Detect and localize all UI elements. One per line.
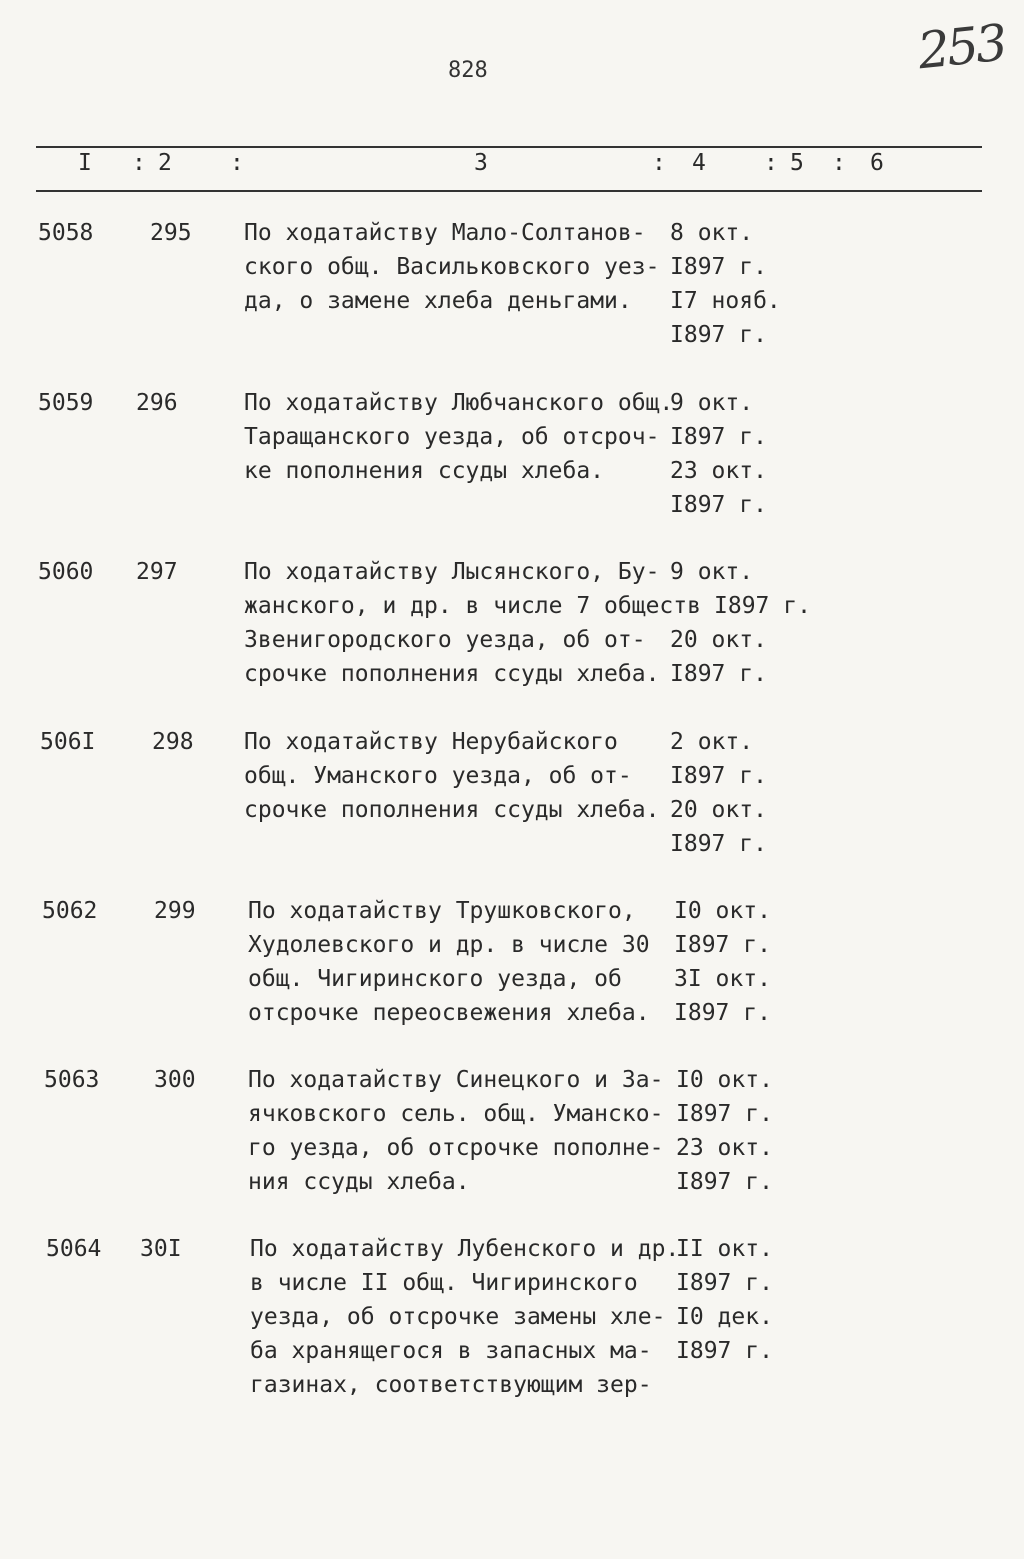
description-line: го уезда, об отсрочке пополне-	[248, 1135, 664, 1161]
date-line: 20 окт.	[670, 797, 767, 823]
date-line: I897 г.	[670, 661, 767, 687]
record-number: 5058	[38, 220, 94, 246]
date-line: I7 нояб.	[670, 288, 781, 314]
description-line: газинах, соответствующим зер-	[250, 1372, 652, 1398]
folio-number-handwritten: 253	[915, 13, 1008, 81]
date-line: I897 г.	[670, 492, 767, 518]
case-dates	[670, 555, 811, 691]
description-line: уезда, об отсрочке замены хле-	[250, 1304, 666, 1330]
date-line: 3I окт.	[674, 966, 771, 992]
case-number: 30I	[140, 1236, 182, 1262]
description-line: срочке пополнения ссуды хлеба.	[244, 661, 660, 687]
header-sep3: :	[652, 150, 666, 176]
date-line: 9 окт.	[670, 390, 754, 416]
date-line: I897 г.	[714, 593, 811, 619]
description-line: срочке пополнения ссуды хлеба.	[244, 797, 660, 823]
description-line: общ. Чигиринского уезда, об	[248, 966, 622, 992]
date-line: I897 г.	[670, 424, 767, 450]
header-col3: 3	[474, 150, 488, 176]
header-rule-bottom	[36, 190, 982, 192]
header-col2: 2	[158, 150, 172, 176]
description-line: да, о замене хлеба деньгами.	[244, 288, 632, 314]
date-line: 2 окт.	[670, 729, 754, 755]
date-line: I897 г.	[670, 763, 767, 789]
date-line: I897 г.	[674, 1000, 771, 1026]
date-line: 8 окт.	[670, 220, 754, 246]
record-number: 5063	[44, 1067, 100, 1093]
description-line: ячковского сель. общ. Уманско-	[248, 1101, 664, 1127]
record-number: 5064	[46, 1236, 102, 1262]
date-line: I897 г.	[670, 254, 767, 280]
description-line: По ходатайству Мало-Солтанов-	[244, 220, 646, 246]
case-description	[248, 1063, 663, 1199]
description-line: в числе II общ. Чигиринского	[250, 1270, 638, 1296]
case-dates	[670, 725, 767, 861]
header-col4: 4	[692, 150, 706, 176]
case-dates	[676, 1232, 773, 1368]
date-line: I897 г.	[670, 322, 767, 348]
case-dates	[670, 216, 781, 352]
description-line: ния ссуды хлеба.	[248, 1169, 470, 1195]
date-line: I897 г.	[676, 1338, 773, 1364]
date-line: I897 г.	[674, 932, 771, 958]
record-number: 506I	[40, 729, 96, 755]
case-description	[244, 725, 659, 827]
case-dates	[676, 1063, 773, 1199]
date-line: I897 г.	[670, 831, 767, 857]
case-description	[244, 386, 673, 488]
case-description	[244, 555, 701, 691]
description-line: По ходатайству Лысянского, Бу-	[244, 559, 660, 585]
case-description	[250, 1232, 679, 1402]
description-line: По ходатайству Синецкого и За-	[248, 1067, 664, 1093]
description-line: Худолевского и др. в числе 30	[248, 932, 650, 958]
case-description	[244, 216, 659, 318]
case-number: 298	[152, 729, 194, 755]
case-dates	[674, 894, 771, 1030]
date-line: I897 г.	[676, 1270, 773, 1296]
date-line: I0 окт.	[674, 898, 771, 924]
header-sep2: :	[230, 150, 244, 176]
date-line: I897 г.	[676, 1169, 773, 1195]
description-line: ке пополнения ссуды хлеба.	[244, 458, 605, 484]
date-line: 20 окт.	[670, 627, 767, 653]
page-number: 828	[448, 58, 488, 83]
description-line: Звенигородского уезда, об от-	[244, 627, 646, 653]
description-line: ба хранящегося в запасных ма-	[250, 1338, 652, 1364]
header-sep5: :	[832, 150, 846, 176]
table-header	[0, 150, 1024, 186]
header-col6: 6	[870, 150, 884, 176]
header-rule-top	[36, 146, 982, 148]
description-line: По ходатайству Нерубайского	[244, 729, 618, 755]
description-line: По ходатайству Трушковского,	[248, 898, 636, 924]
description-line: жанского, и др. в числе 7 обществ	[244, 593, 701, 619]
case-number: 297	[136, 559, 178, 585]
record-number: 5059	[38, 390, 94, 416]
case-number: 296	[136, 390, 178, 416]
description-line: По ходатайству Любчанского общ.	[244, 390, 674, 416]
description-line: Таращанского уезда, об отсроч-	[244, 424, 660, 450]
date-line: I897 г.	[676, 1101, 773, 1127]
date-line: I0 окт.	[676, 1067, 773, 1093]
header-sep4: :	[764, 150, 778, 176]
case-number: 295	[150, 220, 192, 246]
date-line: I0 дек.	[676, 1304, 773, 1330]
record-number: 5060	[38, 559, 94, 585]
case-number: 299	[154, 898, 196, 924]
header-sep1: :	[132, 150, 146, 176]
description-line: ского общ. Васильковского уез-	[244, 254, 660, 280]
header-col1: I	[78, 150, 92, 176]
description-line: По ходатайству Лубенского и др.	[250, 1236, 680, 1262]
case-description	[248, 894, 650, 1030]
header-col5: 5	[790, 150, 804, 176]
date-line: 23 окт.	[670, 458, 767, 484]
date-line: II окт.	[676, 1236, 773, 1262]
date-line: 23 окт.	[676, 1135, 773, 1161]
date-line: 9 окт.	[670, 559, 754, 585]
description-line: общ. Уманского уезда, об от-	[244, 763, 632, 789]
case-dates	[670, 386, 767, 522]
description-line: отсрочке переосвежения хлеба.	[248, 1000, 650, 1026]
record-number: 5062	[42, 898, 98, 924]
case-number: 300	[154, 1067, 196, 1093]
